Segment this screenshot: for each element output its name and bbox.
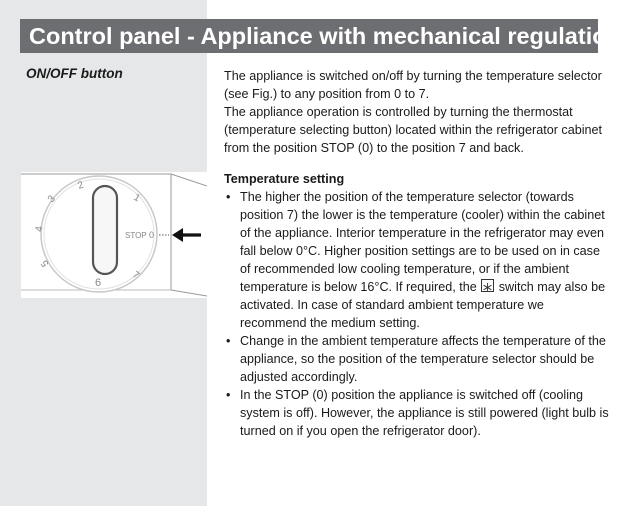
dial-mark-6: 6 bbox=[95, 277, 102, 289]
intro-paragraph-1: The appliance is switched on/off by turning the temperature selector (see Fig.) to any position from 0 to 7. bbox=[224, 69, 602, 101]
list-item: • The higher the position of the temperature selector (towards position 7) the lower is the temperature (cooler) within the cabinet of the appliance. Interior temperature in the refrigerator may even fall below 0°C. Higher position settings are to be used on in case of recommended low cooling temperature, or if the ambient temperature is below 16°C. If required, the switch may also be activated. In case of standard ambient temperature we recommend the medium setting. bbox=[226, 190, 606, 330]
list-item: • Change in the ambient temperature affects the temperature of the appliance, so the position of the temperature selector should be adjusted accordingly. bbox=[226, 334, 606, 384]
title-bar bbox=[20, 19, 621, 53]
dial-mark-4: 4 bbox=[34, 225, 46, 233]
dial-mark-1: 1 bbox=[131, 192, 142, 205]
temperature-setting-heading: Temperature setting bbox=[224, 172, 345, 186]
temperature-setting-list bbox=[224, 188, 612, 440]
section-label: ON/OFF button bbox=[26, 66, 123, 81]
bullet: • bbox=[226, 388, 231, 402]
dial-mark-3: 3 bbox=[45, 193, 58, 205]
bullet: • bbox=[226, 190, 231, 204]
thermostat-dial-figure bbox=[21, 172, 207, 298]
page-title: Control panel - Appliance with mechanical regulation bbox=[29, 23, 621, 49]
dial-mark-2: 2 bbox=[76, 179, 86, 192]
snowflake-icon bbox=[481, 279, 494, 292]
dial-mark-5: 5 bbox=[39, 257, 52, 269]
dial-mark-7: 7 bbox=[130, 269, 142, 282]
body-text bbox=[224, 67, 612, 440]
bullet: • bbox=[226, 334, 231, 348]
dial-stop-label: STOP bbox=[125, 231, 147, 240]
dial-mark-0: 0 bbox=[149, 230, 155, 240]
pointer-arrow-icon bbox=[172, 228, 201, 242]
dial-grip[interactable] bbox=[93, 186, 117, 274]
thermostat-dial-illustration bbox=[21, 172, 207, 298]
list-item: • In the STOP (0) position the appliance is switched off (cooling system is off). However, the appliance is still powered (light bulb is turned on if you open the refrigerator door). bbox=[226, 388, 609, 438]
intro-paragraph-2: The appliance operation is controlled by turning the thermostat (temperature selecting button) located within the refrigerator cabinet from the position STOP (0) to the position 7 and back. bbox=[224, 105, 603, 155]
